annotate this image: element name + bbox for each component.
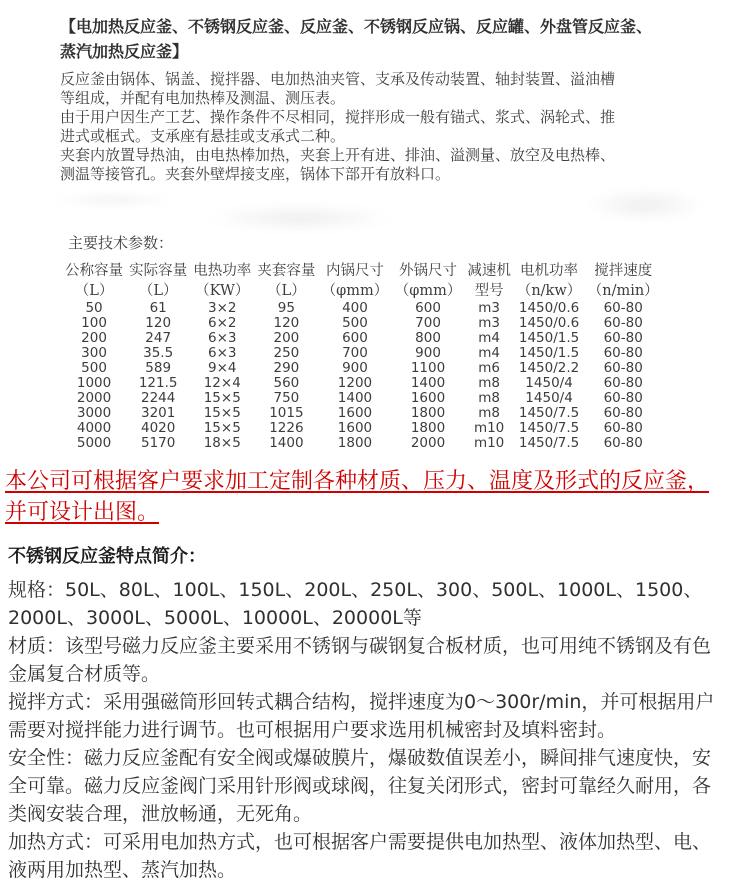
table-cell: 100 bbox=[81, 315, 107, 331]
table-cell: m8 bbox=[478, 375, 500, 391]
table-cell: 60-80 bbox=[603, 315, 643, 331]
column-unit: （L） bbox=[74, 283, 114, 299]
table-cell: m6 bbox=[478, 360, 500, 376]
table-cell: 3×2 bbox=[208, 300, 237, 316]
table-row bbox=[62, 376, 662, 391]
table-row bbox=[62, 406, 662, 421]
table-cell: 1400 bbox=[337, 390, 373, 406]
column-name: 电热功率 bbox=[193, 263, 252, 279]
scan-artifact bbox=[205, 204, 395, 232]
table-cell: 15×5 bbox=[203, 405, 241, 421]
table-cell: m10 bbox=[473, 420, 505, 436]
table-cell: 50 bbox=[85, 300, 103, 316]
table-cell: 1600 bbox=[337, 405, 373, 421]
table-cell: 120 bbox=[273, 315, 300, 331]
table-cell: 60-80 bbox=[603, 390, 643, 406]
table-cell: 60-80 bbox=[603, 405, 643, 421]
header-names-row bbox=[62, 261, 662, 281]
table-cell: m4 bbox=[478, 345, 500, 361]
table-cell: 3000 bbox=[76, 405, 112, 421]
column-name: 电机功率 bbox=[520, 263, 579, 279]
table-cell: 6×3 bbox=[208, 330, 237, 346]
table-cell: 1600 bbox=[337, 420, 373, 436]
table-cell: 589 bbox=[145, 360, 172, 376]
table-cell: m4 bbox=[478, 330, 500, 346]
table-cell: 800 bbox=[415, 330, 441, 346]
table-cell: 1450/2.2 bbox=[518, 360, 580, 376]
table-cell: 400 bbox=[342, 300, 368, 316]
header-units-row bbox=[62, 281, 662, 301]
table-cell: 1226 bbox=[269, 420, 304, 436]
table-cell: 60-80 bbox=[603, 435, 643, 451]
table-cell: 1450/1.5 bbox=[518, 345, 580, 361]
table-row bbox=[62, 301, 662, 316]
table-cell: 290 bbox=[273, 360, 300, 376]
table-row bbox=[62, 316, 662, 331]
table-cell: 247 bbox=[145, 330, 172, 346]
table-cell: 1450/4 bbox=[525, 375, 573, 391]
column-unit: （n/kw） bbox=[516, 283, 582, 299]
feature-paragraph: 安全性：磁力反应釜配有安全阀或爆破膜片，爆破数值误差小，瞬间排气速度快，安全可靠。磁力反应釜阀门采用针形阀或球阀，往复关闭形式，密封可靠经久耐用，各类阀安装合理，泄放畅通，无死角。 bbox=[8, 747, 712, 825]
table-cell: 600 bbox=[342, 330, 368, 346]
table-cell: m8 bbox=[478, 390, 500, 406]
table-cell: 3201 bbox=[140, 405, 176, 421]
table-cell: 1200 bbox=[337, 375, 373, 391]
table-cell: 1400 bbox=[269, 435, 304, 451]
feature-paragraph: 材质：该型号磁力反应釜主要采用不锈钢与碳钢复合板材质，也可用纯不锈钢及有色金属复合材质等。 bbox=[8, 635, 712, 685]
table-row bbox=[62, 421, 662, 436]
table-cell: 1800 bbox=[410, 420, 446, 436]
table-cell: 750 bbox=[273, 390, 300, 406]
table-cell: 120 bbox=[145, 315, 172, 331]
column-name: 内锅尺寸 bbox=[325, 263, 384, 279]
table-cell: 900 bbox=[342, 360, 368, 376]
column-unit: （L） bbox=[267, 283, 306, 299]
specs-table-title: 主要技术参数： bbox=[68, 234, 174, 252]
table-cell: 1450/0.6 bbox=[518, 315, 580, 331]
table-cell: 1450/4 bbox=[525, 390, 573, 406]
column-name: 减速机 bbox=[467, 263, 511, 279]
table-cell: 1450/7.5 bbox=[518, 435, 580, 451]
table-cell: 60-80 bbox=[603, 345, 643, 361]
table-cell: 1400 bbox=[410, 375, 446, 391]
table-cell: 200 bbox=[81, 330, 107, 346]
table-cell: 1450/7.5 bbox=[518, 405, 580, 421]
specs-table bbox=[62, 261, 662, 451]
table-cell: 95 bbox=[277, 300, 295, 316]
table-cell: 6×2 bbox=[208, 315, 237, 331]
intro-paragraph: 反应釜由锅体、锅盖、搅拌器、电加热油夹管、支承及传动装置、轴封装置、溢油槽等组成，并配有电加热棒及测温、测压表。 bbox=[60, 70, 616, 107]
table-cell: 15×5 bbox=[203, 420, 241, 436]
table-cell: 1000 bbox=[76, 375, 112, 391]
feature-paragraph: 规格：50L、80L、100L、150L、200L、250L、300、500L、1000L、1500、2000L、3000L、5000L、10000L、20000L等 bbox=[8, 579, 703, 629]
column-name: 外锅尺寸 bbox=[399, 263, 458, 279]
table-cell: 4020 bbox=[140, 420, 176, 436]
table-cell: 4000 bbox=[76, 420, 112, 436]
table-cell: 12×4 bbox=[203, 375, 241, 391]
table-cell: 300 bbox=[81, 345, 107, 361]
column-name: 搅拌速度 bbox=[594, 263, 653, 279]
column-name: 实际容量 bbox=[129, 263, 188, 279]
column-unit: （φmm） bbox=[394, 283, 462, 299]
column-unit: （φmm） bbox=[321, 283, 389, 299]
table-cell: 560 bbox=[273, 375, 300, 391]
table-row bbox=[62, 436, 662, 451]
table-cell: 1600 bbox=[410, 390, 446, 406]
feature-paragraph: 加热方式：可采用电加热方式，也可根据客户需要提供电加热型、液体加热型、电、液两用加热型、蒸汽加热。 bbox=[8, 831, 712, 881]
feature-paragraph: 搅拌方式：采用强磁筒形回转式耦合结构，搅拌速度为0～300r/min，并可根据用户需要对搅拌能力进行调节。也可根据用户要求选用机械密封及填料密封。 bbox=[8, 691, 715, 741]
column-unit: 型号 bbox=[474, 283, 504, 299]
table-cell: 1450/7.5 bbox=[518, 420, 580, 436]
table-cell: 900 bbox=[415, 345, 441, 361]
table-cell: 35.5 bbox=[143, 345, 174, 361]
table-cell: 600 bbox=[415, 300, 441, 316]
intro-paragraphs bbox=[60, 70, 626, 184]
table-cell: 60-80 bbox=[603, 375, 643, 391]
table-cell: 61 bbox=[149, 300, 167, 316]
table-cell: m3 bbox=[478, 300, 500, 316]
column-name: 公称容量 bbox=[65, 263, 124, 279]
features-heading: 不锈钢反应釜特点简介： bbox=[8, 546, 206, 567]
table-cell: 121.5 bbox=[138, 375, 178, 391]
table-row bbox=[62, 346, 662, 361]
table-row bbox=[62, 361, 662, 376]
table-cell: 1800 bbox=[337, 435, 373, 451]
table-cell: 1015 bbox=[269, 405, 304, 421]
column-unit: （L） bbox=[138, 283, 178, 299]
table-cell: 1450/0.6 bbox=[518, 300, 580, 316]
table-cell: 60-80 bbox=[603, 300, 643, 316]
table-cell: 500 bbox=[342, 315, 368, 331]
table-cell: 250 bbox=[273, 345, 300, 361]
table-cell: 60-80 bbox=[603, 420, 643, 436]
column-unit: （n/min） bbox=[587, 283, 659, 299]
table-cell: 9×4 bbox=[208, 360, 237, 376]
table-cell: m3 bbox=[478, 315, 500, 331]
features-list bbox=[8, 576, 728, 884]
scan-artifact bbox=[48, 194, 178, 206]
custom-order-note: 本公司可根据客户要求加工定制各种材质、压力、温度及形式的反应釜，并可设计出图。 bbox=[5, 469, 710, 525]
table-cell: 5170 bbox=[140, 435, 176, 451]
specs-table-body bbox=[62, 301, 662, 451]
specs-table-header bbox=[62, 261, 662, 301]
scan-artifact bbox=[585, 188, 705, 222]
table-cell: 15×5 bbox=[203, 390, 241, 406]
table-cell: 2244 bbox=[140, 390, 176, 406]
table-cell: 60-80 bbox=[603, 360, 643, 376]
product-keywords-heading: 【电加热反应釜、不锈钢反应釜、反应釜、不锈钢反应锅、反应罐、外盘管反应釜、蒸汽加热反应釜】 bbox=[60, 17, 653, 61]
table-cell: 500 bbox=[81, 360, 107, 376]
table-cell: 1800 bbox=[410, 405, 446, 421]
table-cell: m8 bbox=[478, 405, 500, 421]
table-cell: 6×3 bbox=[208, 345, 237, 361]
table-row bbox=[62, 331, 662, 346]
table-cell: 700 bbox=[342, 345, 368, 361]
table-cell: 1100 bbox=[410, 360, 446, 376]
intro-paragraph: 由于用户因生产工艺、操作条件不尽相同，搅拌形成一般有锚式、浆式、涡轮式、推进式或框式。支承座有悬挂或支承式二种。 bbox=[60, 108, 616, 145]
table-cell: 200 bbox=[273, 330, 300, 346]
intro-paragraph: 夹套内放置导热油，由电热棒加热，夹套上开有进、排油、溢测量、放空及电热棒、测温等接管孔。夹套外壁焊接支座，锅体下部开有放料口。 bbox=[60, 146, 616, 183]
column-name: 夹套容量 bbox=[257, 263, 316, 279]
column-unit: （KW） bbox=[195, 283, 250, 299]
table-cell: 2000 bbox=[76, 390, 112, 406]
table-cell: m10 bbox=[473, 435, 505, 451]
table-cell: 2000 bbox=[410, 435, 446, 451]
table-cell: 5000 bbox=[76, 435, 112, 451]
table-cell: 18×5 bbox=[203, 435, 241, 451]
table-cell: 700 bbox=[415, 315, 441, 331]
table-cell: 60-80 bbox=[603, 330, 643, 346]
table-cell: 1450/1.5 bbox=[518, 330, 580, 346]
table-row bbox=[62, 391, 662, 406]
